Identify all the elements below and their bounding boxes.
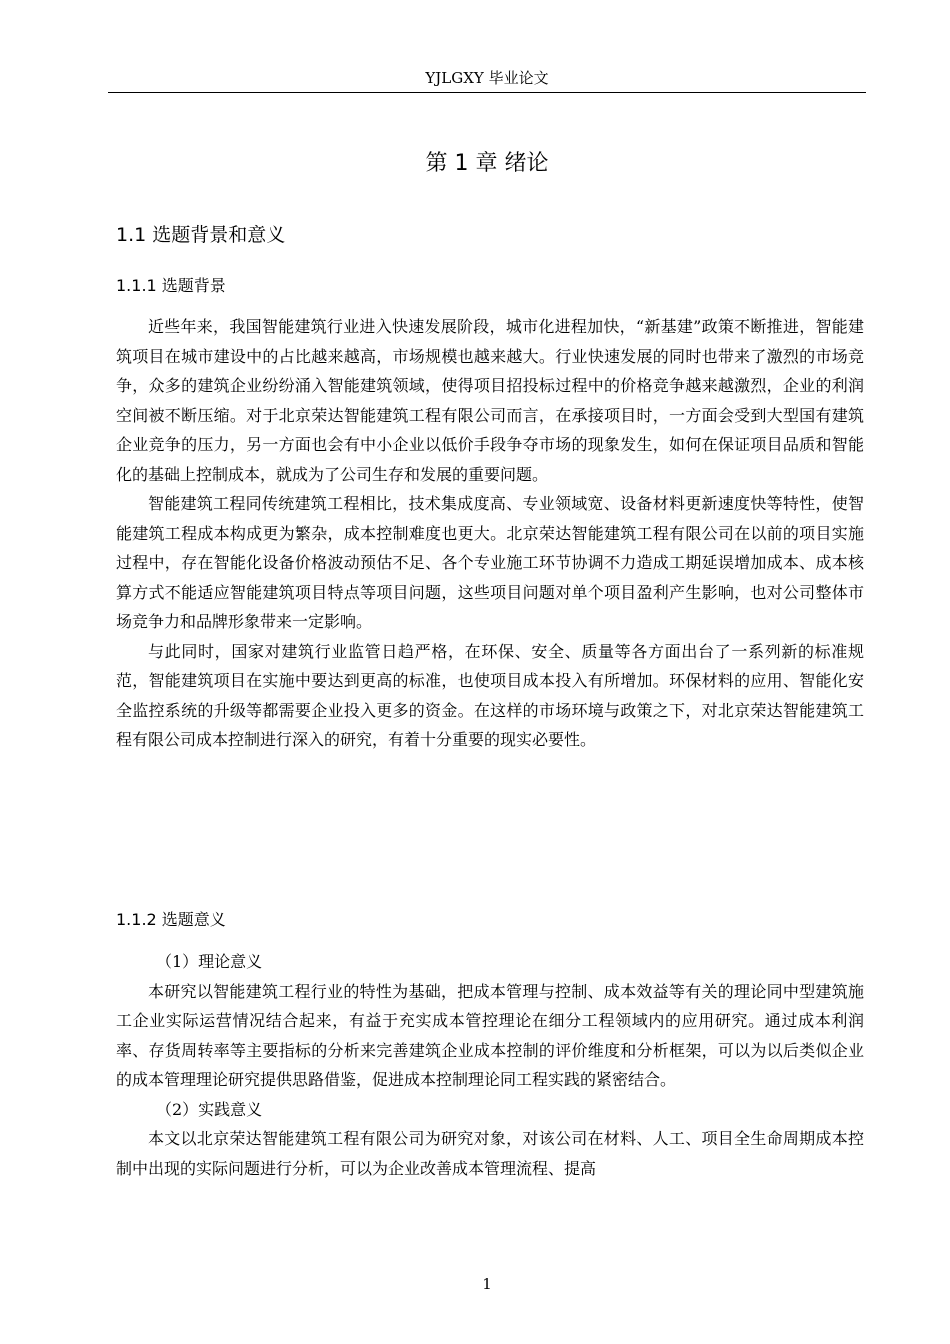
body-paragraph: 本文以北京荣达智能建筑工程有限公司为研究对象，对该公司在材料、人工、项目全生命周期成本控制中出现的实际问题进行分析，可以为企业改善成本管理流程、提高 xyxy=(116,1129,864,1178)
page-number: 1 xyxy=(482,1275,492,1293)
body-paragraph: 本研究以智能建筑工程行业的特性为基础，把成本管理与控制、成本效益等有关的理论同中型建筑施工企业实际运营情况结合起来，有益于充实成本管控理论在细分工程领域内的应用研究。通过成本利润率、存货周转率等主要指标的分析来完善建筑企业成本控制的评价维度和分析框架，可以为以后类似企业的成本管理理论研究提供思路借鉴，促进成本控制理论同工程实践的紧密结合。 xyxy=(116,981,864,1089)
body-paragraph: 智能建筑工程同传统建筑工程相比，技术集成度高、专业领域宽、设备材料更新速度快等特性，使智能建筑工程成本构成更为繁杂，成本控制难度也更大。北京荣达智能建筑工程有限公司在以前的项目实施过程中，存在智能化设备价格波动预估不足、各个专业施工环节协调不力造成工期延误增加成本、成本核算方式不能适应智能建筑项目特点等项目问题，这些项目问题对单个项目盈利产生影响，也对公司整体市场竞争力和品牌形象带来一定影响。 xyxy=(116,494,864,631)
chapter-title: 第 1 章 绪论 xyxy=(425,151,549,176)
background-body xyxy=(116,312,864,755)
header-divider xyxy=(108,92,866,93)
theory-label: （1）理论意义 xyxy=(156,952,263,971)
body-paragraph: 近些年来，我国智能建筑行业进入快速发展阶段，城市化进程加快，“新基建”政策不断推进，智能建筑项目在城市建设中的占比越来越高，市场规模也越来越大。行业快速发展的同时也带来了激烈的市场竞争，众多的建筑企业纷纷涌入智能建筑领域，使得项目招投标过程中的价格竞争越来越激烈，企业的利润空间被不断压缩。对于北京荣达智能建筑工程有限公司而言，在承接项目时，一方面会受到大型国有建筑企业竞争的压力，另一方面也会有中小企业以低价手段争夺市场的现象发生，如何在保证项目品质和智能化的基础上控制成本，就成为了公司生存和发展的重要问题。 xyxy=(116,317,864,484)
significance-body xyxy=(116,947,864,1183)
subsection-heading-significance: 1.1.2 选题意义 xyxy=(116,910,226,929)
subsection-heading-background: 1.1.1 选题背景 xyxy=(116,276,226,295)
section-heading: 1.1 选题背景和意义 xyxy=(116,224,286,246)
page-header: YJLGXY 毕业论文 xyxy=(425,69,549,87)
body-paragraph: 与此同时，国家对建筑行业监管日趋严格，在环保、安全、质量等各方面出台了一系列新的标准规范，智能建筑项目在实施中要达到更高的标准，也使项目成本投入有所增加。环保材料的应用、智能化安全监控系统的升级等都需要企业投入更多的资金。在这样的市场环境与政策之下，对北京荣达智能建筑工程有限公司成本控制进行深入的研究，有着十分重要的现实必要性。 xyxy=(116,641,864,749)
practice-label: （2）实践意义 xyxy=(156,1099,263,1119)
